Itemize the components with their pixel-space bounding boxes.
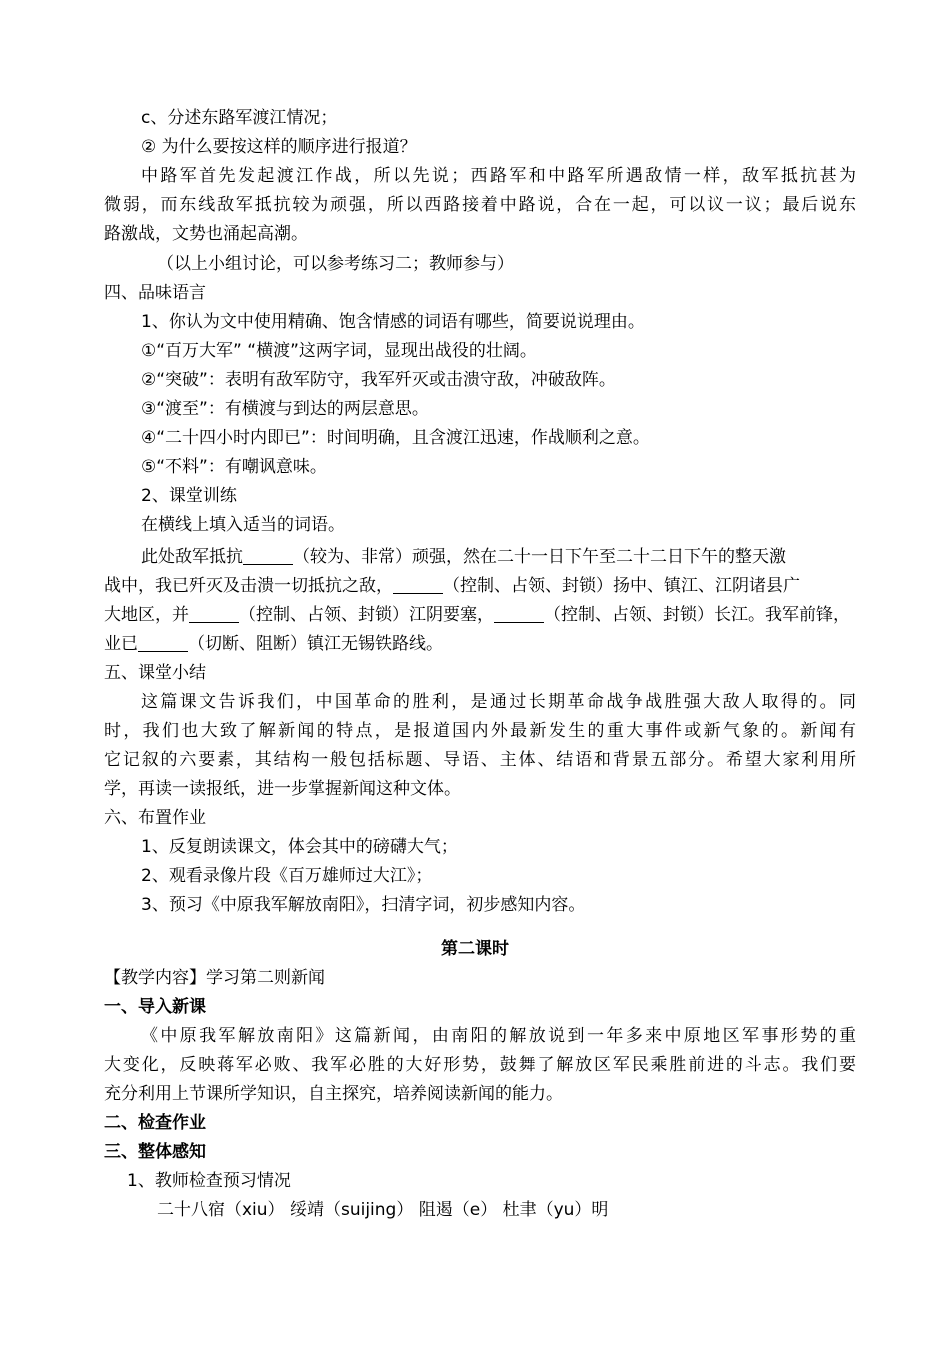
text-line: 二十八宿（xiu） 绥靖（suijing） 阻遏（e） 杜聿（yu）明 bbox=[157, 1200, 609, 1220]
text-line: 路激战，文势也涌起高潮。 bbox=[104, 224, 308, 244]
text-line: 学，再读一读报纸，进一步掌握新闻这种文体。 bbox=[104, 779, 461, 799]
list-item: 2、观看录像片段《百万雄师过大江》； bbox=[141, 866, 433, 886]
exercise-line bbox=[104, 632, 856, 656]
text-line: 微弱，而东线敌军抵抗较为顽强，所以西路接着中路说，合在一起，可以议一议；最后说东 bbox=[104, 195, 856, 215]
list-item: 1、反复朗读课文，体会其中的磅礴大气； bbox=[141, 837, 458, 857]
section-heading: 五、课堂小结 bbox=[104, 663, 206, 683]
text-line: 这篇课文告诉我们，中国革命的胜利，是通过长期革命战争战胜强大敌人取得的。同 bbox=[141, 692, 856, 712]
text-line: 《中原我军解放南阳》这篇新闻，由南阳的解放说到一年多来中原地区军事形势的重 bbox=[141, 1026, 856, 1046]
list-item: ①“百万大军” “横渡”这两字词，显现出战役的壮阔。 bbox=[141, 341, 537, 361]
fill-blank[interactable] bbox=[189, 604, 239, 623]
list-item: ④“二十四小时内即已”：时间明确，且含渡江迅速，作战顺利之意。 bbox=[141, 428, 650, 448]
exercise-line bbox=[104, 574, 856, 598]
exercise-text: （较为、非常）顽强，然在二十一日下午至二十二日下午的整天激 bbox=[293, 547, 786, 567]
text-line: （以上小组讨论，可以参考练习二；教师参与） bbox=[157, 254, 514, 274]
section-heading: 六、布置作业 bbox=[104, 808, 206, 828]
exercise-text: （切断、阻断）镇江无锡铁路线。 bbox=[188, 634, 443, 654]
exercise-text: （控制、占领、封锁）江阴要塞， bbox=[239, 605, 494, 625]
lesson-title: 第二课时 bbox=[441, 939, 509, 959]
exercise-text: 战中，我已歼灭及击溃一切抵抗之敌， bbox=[104, 576, 393, 596]
fill-blank[interactable] bbox=[494, 604, 544, 623]
text-line: 大变化，反映蒋军必败、我军必胜的大好形势，鼓舞了解放区军民乘胜前进的斗志。我们要 bbox=[104, 1055, 856, 1075]
exercise-line bbox=[104, 603, 856, 627]
exercise-text: （控制、占领、封锁）长江。我军前锋， bbox=[544, 605, 850, 625]
text-line: 它记叙的六要素，其结构一般包括标题、导语、主体、结语和背景五部分。希望大家利用所 bbox=[104, 750, 856, 770]
section-heading: 二、检查作业 bbox=[104, 1113, 206, 1133]
list-item: ⑤“不料”：有嘲讽意味。 bbox=[141, 457, 327, 477]
text-line: 1、教师检查预习情况 bbox=[127, 1171, 291, 1191]
list-item: ③“渡至”：有横渡与到达的两层意思。 bbox=[141, 399, 429, 419]
fill-blank[interactable] bbox=[393, 575, 443, 594]
exercise-text: 大地区，并 bbox=[104, 605, 189, 625]
exercise-text: 此处敌军抵抗 bbox=[141, 547, 243, 567]
text-line: 【教学内容】学习第二则新闻 bbox=[104, 968, 325, 988]
fill-blank[interactable] bbox=[243, 546, 293, 565]
exercise-text: （控制、占领、封锁）扬中、镇江、江阴诸县广 bbox=[443, 576, 800, 596]
text-line: 在横线上填入适当的词语。 bbox=[141, 515, 345, 535]
exercise-text: 业已 bbox=[104, 634, 138, 654]
section-heading: 一、导入新课 bbox=[104, 997, 206, 1017]
text-line: c、分述东路军渡江情况； bbox=[141, 108, 338, 128]
section-heading: 三、整体感知 bbox=[104, 1142, 206, 1162]
text-line: 中路军首先发起渡江作战，所以先说；西路军和中路军所遇敌情一样，敌军抵抗甚为 bbox=[141, 166, 856, 186]
list-item: ②“突破”：表明有敌军防守，我军歼灭或击溃守敌，冲破敌阵。 bbox=[141, 370, 616, 390]
text-line: 1、你认为文中使用精确、饱含情感的词语有哪些，简要说说理由。 bbox=[141, 312, 645, 332]
list-item: 3、预习《中原我军解放南阳》，扫清字词，初步感知内容。 bbox=[141, 895, 586, 915]
text-line: 充分利用上节课所学知识，自主探究，培养阅读新闻的能力。 bbox=[104, 1084, 563, 1104]
text-line: 2、课堂训练 bbox=[141, 486, 237, 506]
text-line: 时，我们也大致了解新闻的特点，是报道国内外最新发生的重大事件或新气象的。新闻有 bbox=[104, 721, 856, 741]
section-heading: 四、品味语言 bbox=[104, 283, 206, 303]
text-line: ② 为什么要按这样的顺序进行报道？ bbox=[141, 137, 417, 157]
fill-blank[interactable] bbox=[138, 633, 188, 652]
exercise-line bbox=[141, 545, 856, 569]
